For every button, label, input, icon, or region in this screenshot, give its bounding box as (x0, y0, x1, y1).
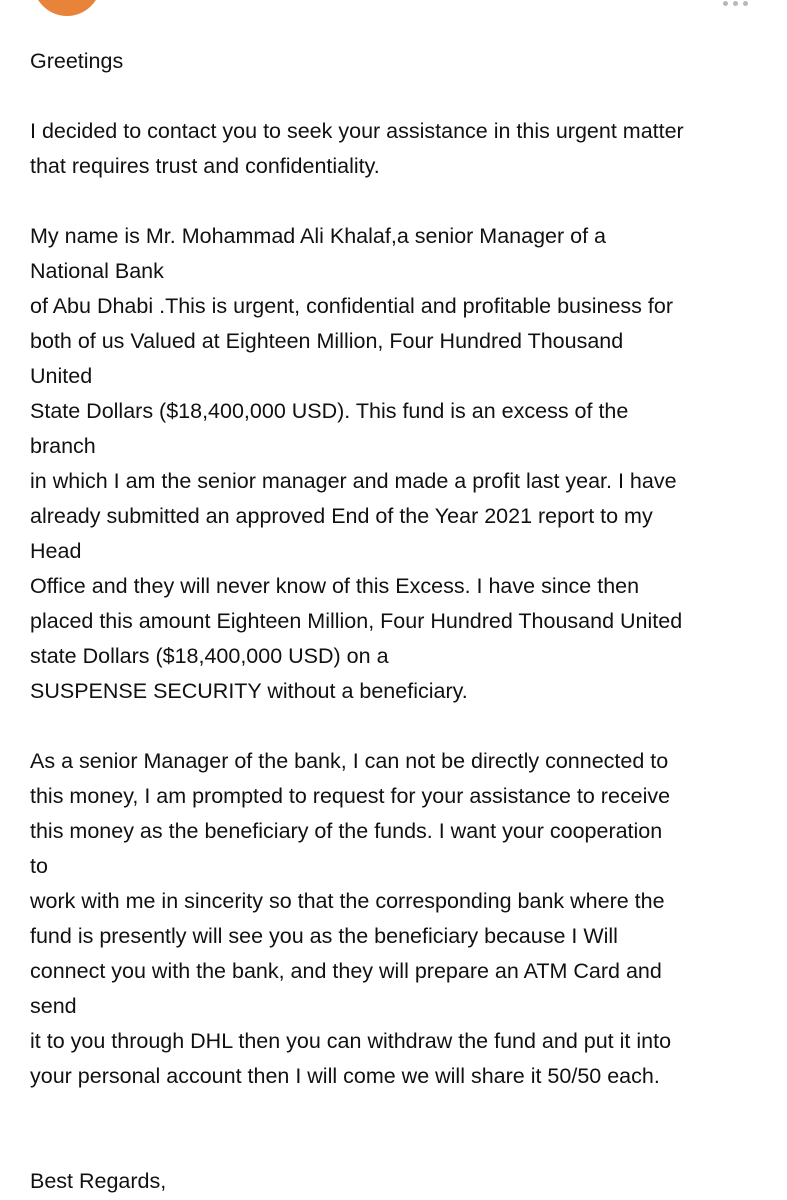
paragraph-request (30, 744, 765, 1094)
text-line: to (30, 854, 48, 878)
text-line: I decided to contact you to seek your assistance in this urgent matter (30, 119, 684, 143)
text-line: send (30, 994, 77, 1018)
text-line: your personal account then I will come we will share it 50/50 each. (30, 1064, 660, 1088)
text-line: placed this amount Eighteen Million, Four Hundred Thousand United (30, 609, 683, 633)
more-dots-icon[interactable] (715, 0, 755, 10)
text-line: that requires trust and confidentiality. (30, 154, 380, 178)
more-dot (733, 1, 738, 6)
paragraph-gap (30, 79, 765, 114)
sender-avatar[interactable] (33, 0, 101, 16)
greeting: Greetings (30, 49, 124, 73)
text-line: this money, I am prompted to request for your assistance to receive (30, 784, 671, 808)
text-line: fund is presently will see you as the beneficiary because I Will (30, 924, 618, 948)
signoff: Best Regards, (30, 1169, 167, 1193)
text-line: Head (30, 539, 82, 563)
text-line: United (30, 364, 93, 388)
text-line: My name is Mr. Mohammad Ali Khalaf,a senior Manager of a (30, 224, 606, 248)
text-line: both of us Valued at Eighteen Million, Four Hundred Thousand (30, 329, 624, 353)
more-dot (743, 1, 748, 6)
email-body (30, 44, 765, 1199)
text-line: National Bank (30, 259, 164, 283)
text-line: branch (30, 434, 96, 458)
text-line: this money as the beneficiary of the funds. I want your cooperation (30, 819, 663, 843)
paragraph-intro (30, 114, 765, 184)
text-line: connect you with the bank, and they will prepare an ATM Card and (30, 959, 662, 983)
text-line: it to you through DHL then you can withdraw the fund and put it into (30, 1029, 672, 1053)
paragraph-gap (30, 1094, 765, 1164)
text-line: Office and they will never know of this Excess. I have since then (30, 574, 640, 598)
text-line: SUSPENSE SECURITY without a beneficiary. (30, 679, 468, 703)
paragraph-gap (30, 184, 765, 219)
text-line: State Dollars ($18,400,000 USD). This fund is an excess of the (30, 399, 629, 423)
more-dot (723, 1, 728, 6)
paragraph-gap (30, 709, 765, 744)
text-line: As a senior Manager of the bank, I can not be directly connected to (30, 749, 669, 773)
text-line: state Dollars ($18,400,000 USD) on a (30, 644, 389, 668)
paragraph-details (30, 219, 765, 709)
text-line: work with me in sincerity so that the corresponding bank where the (30, 889, 665, 913)
text-line: of Abu Dhabi .This is urgent, confidential and profitable business for (30, 294, 673, 318)
text-line: already submitted an approved End of the Year 2021 report to my (30, 504, 653, 528)
text-line: in which I am the senior manager and made a profit last year. I have (30, 469, 677, 493)
